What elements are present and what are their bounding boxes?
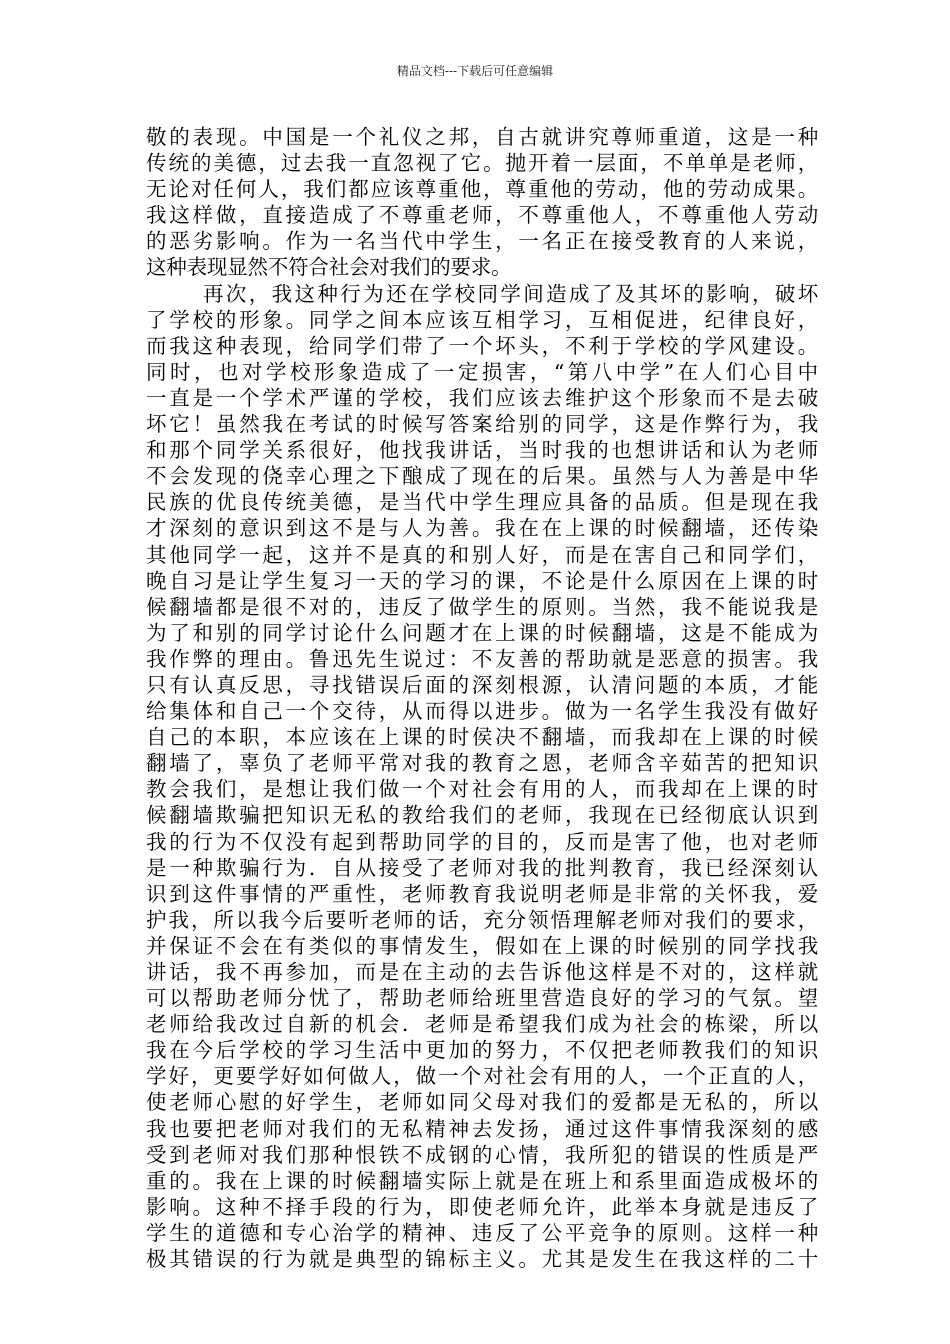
document-body — [146, 124, 818, 1272]
text-line: 而我这种表现，给同学们带了一个坏头，不利于学校的学风建设。 — [146, 333, 818, 358]
text-line: 民族的优良传统美德，是当代中学生理应具备的品质。但是现在我 — [146, 490, 818, 515]
page-header: 精品文档---下载后可任意编辑 — [396, 64, 554, 78]
text-line: 坏它！虽然我在考试的时候写答案给别的同学，这是作弊行为，我 — [146, 412, 818, 437]
text-line: 护我，所以我今后要听老师的话，充分领悟理解老师对我们的要求， — [146, 907, 818, 932]
text-line: 的恶劣影响。作为一名当代中学生，一名正在接受教育的人来说， — [146, 229, 818, 254]
text-line: 给集体和自己一个交待，从而得以进步。做为一名学生我没有做好 — [146, 699, 818, 724]
text-line: 影响。这种不择手段的行为，即使老师允许，此举本身就是违反了 — [146, 1194, 818, 1219]
text-line: 和那个同学关系很好，他找我讲话，当时我的也想讲话和认为老师 — [146, 438, 818, 463]
text-line: 重的。我在上课的时候翻墙实际上就是在班上和系里面造成极坏的 — [146, 1168, 818, 1193]
text-line: 晚自习是让学生复习一天的学习的课，不论是什么原因在上课的时 — [146, 568, 818, 593]
text-line: 一直是一个学术严谨的学校，我们应该去维护这个形象而不是去破 — [146, 385, 818, 410]
text-line: 同时，也对学校形象造成了一定损害，“第八中学”在人们心目中 — [146, 359, 818, 384]
text-line: 传统的美德，过去我一直忽视了它。抛开着一层面，不单单是老师， — [146, 151, 818, 176]
text-line: 识到这件事情的严重性，老师教育我说明老师是非常的关怀我，爱 — [146, 881, 818, 906]
text-line: 只有认真反思，寻找错误后面的深刻根源，认清问题的本质，才能 — [146, 672, 818, 697]
text-line: 我的行为不仅没有起到帮助同学的目的，反而是害了他，也对老师 — [146, 829, 818, 854]
text-line: 学好，更要学好如何做人，做一个对社会有用的人，一个正直的人， — [146, 1064, 818, 1089]
text-line: 我在今后学校的学习生活中更加的努力，不仅把老师教我们的知识 — [146, 1038, 818, 1063]
text-line: 无论对任何人，我们都应该尊重他，尊重他的劳动，他的劳动成果。 — [146, 177, 818, 202]
text-line: 候翻墙欺骗把知识无私的教给我们的老师，我现在已经彻底认识到 — [146, 803, 818, 828]
text-line: 再次，我这种行为还在学校同学间造成了及其坏的影响，破坏 — [203, 281, 818, 306]
text-line: 我作弊的理由。鲁迅先生说过：不友善的帮助就是恶意的损害。我 — [146, 646, 818, 671]
text-line: 讲话，我不再参加，而是在主动的去告诉他这样是不对的，这样就 — [146, 960, 818, 984]
text-line: 受到老师对我们那种恨铁不成钢的心情，我所犯的错误的性质是严 — [146, 1142, 818, 1167]
text-line: 为了和别的同学讨论什么问题才在上课的时候翻墙，这是不能成为 — [146, 620, 818, 645]
text-line: 教会我们，是想让我们做一个对社会有用的人，而我却在上课的时 — [146, 777, 818, 802]
text-line: 我这样做，直接造成了不尊重老师，不尊重他人，不尊重他人劳动 — [146, 203, 818, 228]
text-line: 使老师心慰的好学生，老师如同父母对我们的爱都是无私的，所以 — [146, 1090, 818, 1115]
text-line: 这种表现显然不符合社会对我们的要求。 — [146, 255, 512, 280]
text-line: 老师给我改过自新的机会．老师是希望我们成为社会的栋梁，所以 — [146, 1012, 818, 1037]
text-line: 才深刻的意识到这不是与人为善。我在在上课的时候翻墙，还传染 — [146, 516, 818, 541]
text-line: 极其错误的行为就是典型的锦标主义。尤其是发生在我这样的二十 — [146, 1247, 818, 1272]
text-line: 敬的表现。中国是一个礼仪之邦，自古就讲究尊师重道，这是一种 — [146, 125, 818, 149]
text-line: 并保证不会在有类似的事情发生，假如在上课的时候别的同学找我 — [146, 933, 818, 958]
text-line: 我也要把老师对我们的无私精神去发扬，通过这件事情我深刻的感 — [146, 1116, 818, 1141]
text-line: 其他同学一起，这并不是真的和别人好，而是在害自己和同学们， — [146, 542, 818, 567]
text-line: 了学校的形象。同学之间本应该互相学习，互相促进，纪律良好， — [146, 307, 818, 332]
text-line: 可以帮助老师分忧了，帮助老师给班里营造良好的学习的气氛。望 — [146, 986, 818, 1011]
text-line: 是一种欺骗行为．自从接受了老师对我的批判教育，我已经深刻认 — [146, 855, 818, 880]
text-line: 学生的道德和专心治学的精神、违反了公平竞争的原则。这样一种 — [146, 1220, 818, 1245]
paragraph — [146, 124, 818, 281]
text-line: 不会发现的侥幸心理之下酿成了现在的后果。虽然与人为善是中华 — [146, 464, 818, 489]
text-line: 自己的本职，本应该在上课的时侯决不翻墙，而我却在上课的时候 — [146, 725, 818, 750]
paragraph — [146, 281, 818, 1273]
text-line: 翻墙了，辜负了老师平常对我的教育之恩，老师含辛茹苦的把知识 — [146, 751, 818, 776]
text-line: 候翻墙都是很不对的，违反了做学生的原则。当然，我不能说我是 — [146, 594, 818, 619]
